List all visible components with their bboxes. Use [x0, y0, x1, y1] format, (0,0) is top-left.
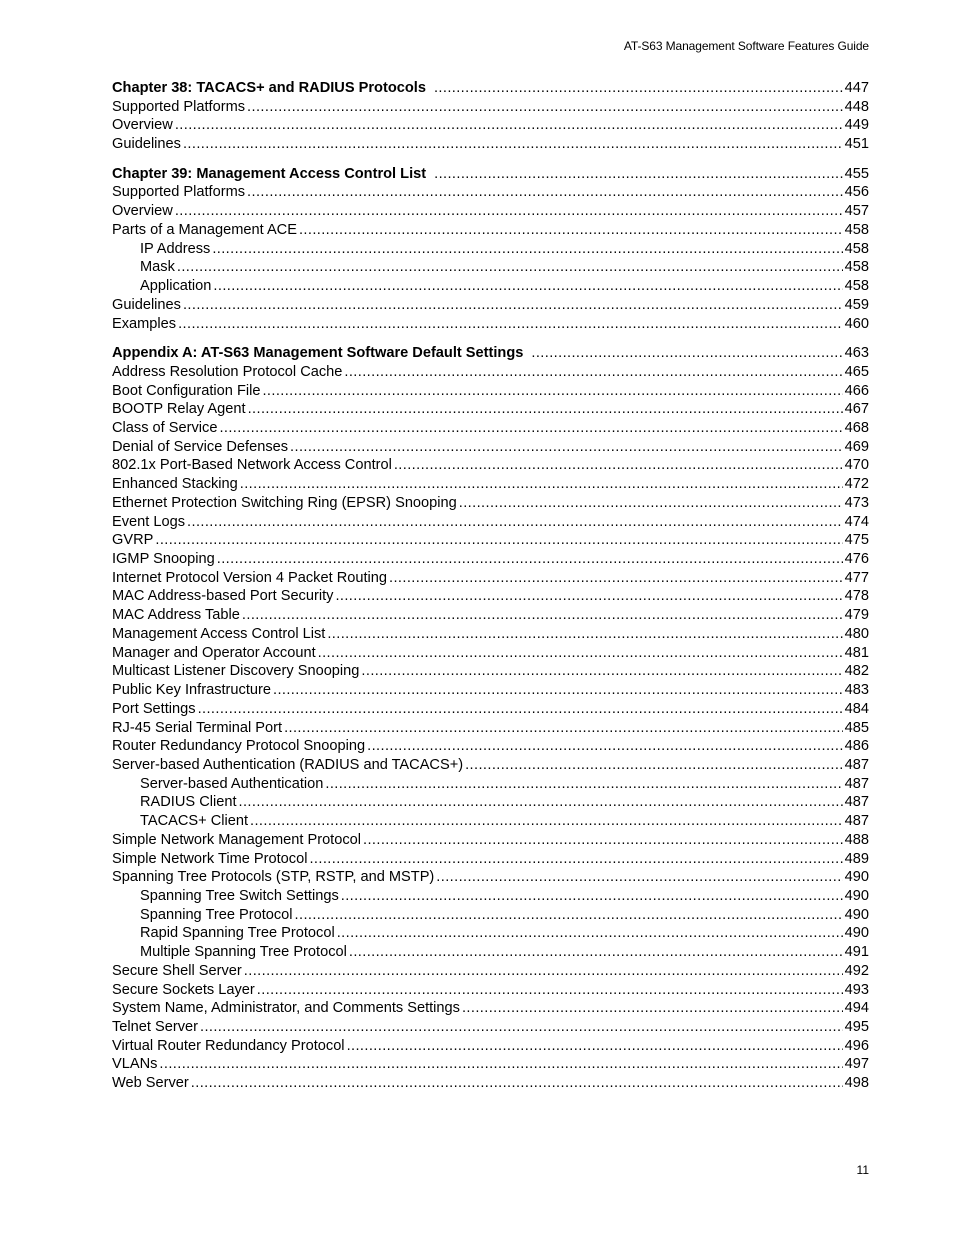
toc-page-number: 460: [844, 315, 869, 332]
dot-leader: [347, 1037, 843, 1056]
toc-page-number: 458: [844, 221, 869, 238]
toc-page-number: 463: [844, 345, 869, 362]
toc-entry-title: Web Server: [112, 1075, 189, 1092]
dot-leader: [175, 116, 843, 135]
toc-entry-title: RJ-45 Serial Terminal Port: [112, 719, 283, 736]
toc-entry[interactable]: [112, 419, 869, 438]
toc-entry[interactable]: [112, 700, 869, 719]
toc-entry[interactable]: [112, 756, 869, 775]
toc-page-number: 492: [844, 962, 869, 979]
toc-entry[interactable]: [112, 475, 869, 494]
toc-page-number: 458: [844, 278, 869, 295]
dot-leader: [309, 850, 842, 869]
dot-leader: [159, 1055, 842, 1074]
toc-entry[interactable]: [112, 737, 869, 756]
dot-leader: [367, 737, 843, 756]
toc-page-number: 476: [844, 551, 869, 568]
dot-leader: [325, 775, 842, 794]
toc-entry-title: Multiple Spanning Tree Protocol: [140, 944, 347, 961]
toc-entry[interactable]: [112, 296, 869, 315]
toc-page-number: 490: [844, 869, 869, 886]
toc-entry[interactable]: [112, 831, 869, 850]
toc-entry[interactable]: [112, 850, 869, 869]
toc-page-number: 488: [844, 831, 869, 848]
toc-page-number: 497: [844, 1056, 869, 1073]
toc-entry[interactable]: [112, 1037, 869, 1056]
toc-entry[interactable]: [112, 587, 869, 606]
dot-leader: [217, 550, 843, 569]
toc-entry[interactable]: [112, 531, 869, 550]
toc-page-number: 447: [844, 80, 869, 96]
toc-entry[interactable]: [112, 400, 869, 419]
toc-entry[interactable]: [112, 981, 869, 1000]
toc-entry-title: Chapter 38: TACACS+ and RADIUS Protocols: [112, 80, 426, 96]
dot-leader: [240, 475, 843, 494]
toc-entry[interactable]: [112, 116, 869, 135]
dot-leader: [183, 296, 843, 315]
toc-page-number: 490: [844, 906, 869, 923]
toc-page-number: 477: [844, 569, 869, 586]
toc-entry-title: Overview: [112, 117, 173, 134]
toc-subentry[interactable]: [112, 887, 869, 906]
dot-leader: [177, 258, 843, 277]
dot-leader: [212, 240, 842, 259]
toc-page-number: 481: [844, 644, 869, 661]
toc-page-number: 491: [844, 944, 869, 961]
dot-leader: [262, 382, 842, 401]
toc-page-number: 487: [844, 775, 869, 792]
toc-entry-title: Address Resolution Protocol Cache: [112, 363, 343, 380]
toc-entry-title: Simple Network Time Protocol: [112, 850, 308, 867]
toc-entry-title: Appendix A: AT-S63 Management Software Default Settings: [112, 345, 524, 362]
dot-leader: [284, 719, 843, 738]
toc-page-number: 493: [844, 981, 869, 998]
toc-entry-title: Chapter 39: Management Access Control List: [112, 165, 427, 182]
toc-entry-title: BOOTP Relay Agent: [112, 401, 246, 418]
toc-entry-title: 802.1x Port-Based Network Access Control: [112, 457, 392, 474]
toc-entry-title: Parts of a Management ACE: [112, 221, 297, 238]
dot-leader: [175, 202, 843, 221]
toc-entry-title: VLANs: [112, 1056, 158, 1073]
toc-subentry[interactable]: [112, 906, 869, 925]
toc-entry-title: Secure Shell Server: [112, 962, 242, 979]
dot-leader: [389, 569, 843, 588]
toc-entry[interactable]: [112, 494, 869, 513]
toc-page-number: 479: [844, 607, 869, 624]
dot-leader: [242, 606, 843, 625]
toc-entry-title: TACACS+ Client: [140, 813, 248, 830]
dot-leader: [198, 700, 843, 719]
toc-entry[interactable]: [112, 625, 869, 644]
toc-entry[interactable]: [112, 135, 869, 154]
dot-leader: [155, 531, 842, 550]
toc-page-number: 480: [844, 625, 869, 642]
toc-entry-title: Server-based Authentication (RADIUS and TACACS+): [112, 756, 464, 773]
dot-leader: [248, 400, 843, 419]
dot-leader: [465, 756, 843, 775]
toc-entry-title: Spanning Tree Protocol: [140, 906, 293, 923]
toc-entry[interactable]: [112, 456, 869, 475]
toc-entry[interactable]: [112, 98, 869, 117]
dot-leader: [247, 98, 843, 117]
toc-entry[interactable]: [112, 681, 869, 700]
toc-entry[interactable]: [112, 569, 869, 588]
toc-section: [112, 79, 869, 154]
toc-entry-title: Public Key Infrastructure: [112, 682, 271, 699]
dot-leader: [361, 662, 842, 681]
dot-leader: [327, 625, 842, 644]
toc-subentry[interactable]: [112, 775, 869, 794]
toc-entry[interactable]: [112, 363, 869, 382]
toc-subentry[interactable]: [112, 943, 869, 962]
toc-entry-title: Virtual Router Redundancy Protocol: [112, 1037, 345, 1054]
dot-leader: [200, 1018, 843, 1037]
dot-leader: [335, 587, 842, 606]
toc-page-number: 494: [844, 1000, 869, 1017]
toc-entry-title: MAC Address Table: [112, 607, 240, 624]
page-number: 11: [856, 1163, 869, 1177]
toc-page-number: 490: [844, 887, 869, 904]
dot-leader: [187, 513, 843, 532]
toc-page-number: 449: [844, 117, 869, 134]
toc-page-number: 489: [844, 850, 869, 867]
dot-leader: [244, 962, 843, 981]
toc-subentry[interactable]: [112, 793, 869, 812]
toc-entry[interactable]: [112, 202, 869, 221]
toc-entry-title: Secure Sockets Layer: [112, 981, 255, 998]
toc-entry-title: Class of Service: [112, 420, 218, 436]
dot-leader: [295, 906, 843, 925]
toc-page-number: 485: [844, 719, 869, 736]
toc-entry[interactable]: [112, 1074, 869, 1093]
toc-page-number: 455: [844, 165, 869, 182]
toc-entry-title: Guidelines: [112, 136, 181, 153]
toc-entry-title: Spanning Tree Switch Settings: [140, 887, 339, 904]
dot-leader: [318, 644, 843, 663]
toc-entry[interactable]: [112, 606, 869, 625]
toc-entry-title: Boot Configuration File: [112, 382, 261, 399]
toc-subentry[interactable]: [112, 924, 869, 943]
toc-entry[interactable]: [112, 999, 869, 1018]
dot-leader: [434, 79, 843, 98]
toc-entry-title: System Name, Administrator, and Comments Settings: [112, 1000, 460, 1017]
toc-chapter-heading[interactable]: [112, 344, 869, 363]
dot-leader: [247, 183, 843, 202]
toc-entry[interactable]: [112, 1055, 869, 1074]
toc-entry[interactable]: [112, 221, 869, 240]
toc-page-number: 469: [844, 438, 869, 455]
toc-entry-title: Spanning Tree Protocols (STP, RSTP, and MSTP): [112, 869, 435, 886]
toc-page-number: 470: [844, 457, 869, 474]
toc-entry-title: Management Access Control List: [112, 625, 326, 642]
toc-page-number: 474: [844, 513, 869, 530]
toc-entry[interactable]: [112, 382, 869, 401]
toc-entry-title: Enhanced Stacking: [112, 476, 238, 493]
toc-page-number: 472: [844, 476, 869, 493]
dot-leader: [341, 887, 843, 906]
toc-subentry[interactable]: [112, 258, 869, 277]
dot-leader: [219, 419, 842, 438]
toc-page-number: 487: [844, 756, 869, 773]
toc-entry-title: Telnet Server: [112, 1019, 198, 1035]
toc-entry-title: Simple Network Management Protocol: [112, 831, 362, 848]
dot-leader: [394, 456, 843, 475]
dot-leader: [363, 831, 843, 850]
dot-leader: [436, 868, 842, 887]
toc-entry-title: Ethernet Protection Switching Ring (EPSR) Snooping: [112, 494, 457, 511]
toc-entry[interactable]: [112, 962, 869, 981]
toc-entry-title: IP Address: [140, 240, 211, 257]
toc-page-number: 473: [844, 494, 869, 511]
toc-page-number: 486: [844, 738, 869, 755]
table-of-contents: [112, 79, 869, 1104]
toc-page-number: 456: [844, 184, 869, 201]
dot-leader: [349, 943, 843, 962]
toc-entry-title: Denial of Service Defenses: [112, 438, 289, 455]
toc-page-number: 467: [844, 401, 869, 418]
dot-leader: [257, 981, 843, 1000]
toc-entry-title: Multicast Listener Discovery Snooping: [112, 663, 360, 680]
dot-leader: [462, 999, 843, 1018]
dot-leader: [273, 681, 843, 700]
toc-page-number: 451: [844, 136, 869, 153]
toc-chapter-heading[interactable]: [112, 165, 869, 184]
toc-page-number: 459: [844, 296, 869, 313]
toc-page-number: 496: [844, 1037, 869, 1054]
toc-entry[interactable]: [112, 719, 869, 738]
dot-leader: [531, 344, 842, 363]
toc-entry-title: Internet Protocol Version 4 Packet Routing: [112, 569, 388, 586]
toc-section: [112, 165, 869, 333]
toc-chapter-heading[interactable]: [112, 79, 869, 98]
toc-page-number: 475: [844, 532, 869, 549]
toc-page-number: 478: [844, 588, 869, 605]
toc-entry-title: Server-based Authentication: [140, 775, 324, 792]
toc-page-number: 487: [844, 813, 869, 830]
toc-subentry[interactable]: [112, 277, 869, 296]
dot-leader: [178, 315, 843, 334]
toc-page-number: 458: [844, 259, 869, 276]
toc-page-number: 490: [844, 925, 869, 942]
toc-entry-title: Mask: [140, 259, 175, 276]
toc-entry-title: GVRP: [112, 532, 154, 549]
toc-page-number: 487: [844, 794, 869, 811]
toc-page-number: 468: [844, 420, 869, 436]
toc-page-number: 448: [844, 98, 869, 115]
dot-leader: [344, 363, 842, 382]
toc-entry-title: IGMP Snooping: [112, 551, 215, 568]
dot-leader: [299, 221, 843, 240]
toc-section: [112, 344, 869, 1093]
running-header: AT-S63 Management Software Features Guide: [623, 39, 869, 53]
toc-subentry[interactable]: [112, 812, 869, 831]
toc-entry[interactable]: [112, 550, 869, 569]
toc-entry-title: MAC Address-based Port Security: [112, 588, 334, 605]
dot-leader: [434, 165, 843, 184]
toc-page-number: 495: [844, 1019, 869, 1035]
dot-leader: [290, 438, 843, 457]
toc-entry-title: Supported Platforms: [112, 184, 246, 201]
toc-entry[interactable]: [112, 868, 869, 887]
toc-entry-title: Manager and Operator Account: [112, 644, 316, 661]
toc-page-number: 498: [844, 1075, 869, 1092]
toc-entry[interactable]: [112, 183, 869, 202]
toc-page-number: 457: [844, 203, 869, 220]
toc-entry[interactable]: [112, 315, 869, 334]
toc-page-number: 483: [844, 682, 869, 699]
dot-leader: [213, 277, 842, 296]
toc-entry[interactable]: [112, 438, 869, 457]
toc-page-number: 484: [844, 700, 869, 717]
toc-page-number: 458: [844, 240, 869, 257]
toc-entry-title: Overview: [112, 203, 173, 220]
toc-entry[interactable]: [112, 644, 869, 663]
toc-entry-title: Supported Platforms: [112, 98, 246, 115]
toc-entry-title: Event Logs: [112, 513, 186, 530]
toc-entry-title: RADIUS Client: [140, 794, 237, 811]
dot-leader: [191, 1074, 843, 1093]
toc-entry-title: Application: [140, 278, 212, 295]
toc-entry[interactable]: [112, 662, 869, 681]
toc-entry-title: Router Redundancy Protocol Snooping: [112, 738, 366, 755]
dot-leader: [250, 812, 843, 831]
toc-entry-title: Rapid Spanning Tree Protocol: [140, 925, 335, 942]
dot-leader: [459, 494, 843, 513]
toc-page-number: 482: [844, 663, 869, 680]
toc-subentry[interactable]: [112, 240, 869, 259]
toc-entry-title: Guidelines: [112, 296, 181, 313]
toc-entry-title: Port Settings: [112, 700, 196, 717]
dot-leader: [337, 924, 843, 943]
toc-entry-title: Examples: [112, 315, 177, 332]
toc-page-number: 466: [844, 382, 869, 399]
toc-page-number: 465: [844, 363, 869, 380]
toc-entry[interactable]: [112, 1018, 869, 1037]
dot-leader: [183, 135, 843, 154]
dot-leader: [239, 793, 843, 812]
toc-entry[interactable]: [112, 513, 869, 532]
